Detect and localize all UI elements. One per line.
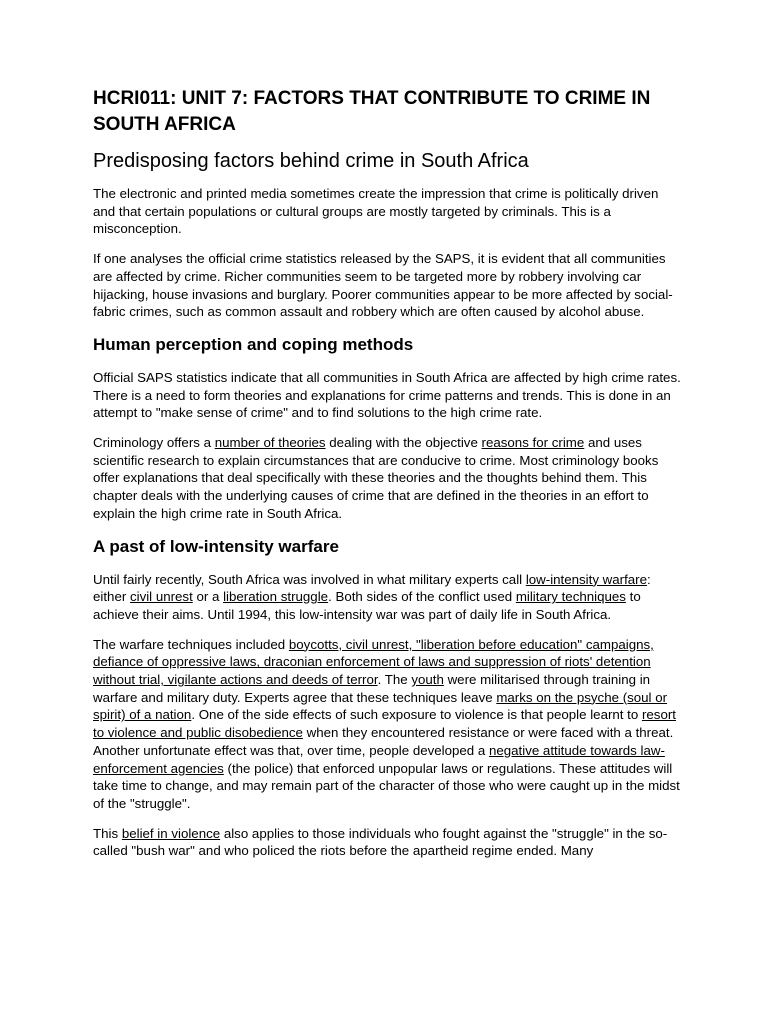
text-run: . The bbox=[377, 672, 412, 688]
text-run: and uses scientific research to explain circumstances that are conducive to crime. Most criminology books offer explanations that deal specifically with these theories and the thoughts behind them. This chapter deals with the underlying causes of crime that are defined in the theories in an effort to explain the high crime rate in South Africa. bbox=[93, 435, 659, 521]
underlined-phrase: marks on the psyche (soul or spirit) of a nation bbox=[93, 689, 668, 723]
intro-paragraph-2: If one analyses the official crime statistics released by the SAPS, it is evident that all communities are affected by crime. Richer communities seem to be targeted more by robbery involving car hijacking, house invasions and burglary. Poorer communities appear to be more affected by social-fabric crimes, such as common assault and robbery which are often caused by alcohol abuse. bbox=[93, 251, 673, 320]
section-heading-low-intensity-warfare: A past of low-intensity warfare bbox=[93, 536, 339, 556]
underlined-phrase: number of theories bbox=[214, 435, 326, 451]
text-run: when they encountered resistance or were faced with a threat. Another unfortunate effect was that, over time, people developed a bbox=[93, 725, 674, 758]
section2-paragraph-3 bbox=[93, 825, 683, 860]
section1-paragraph-2 bbox=[93, 434, 683, 523]
text-run: Criminology offers a bbox=[93, 435, 215, 451]
text-run: (the police) that enforced unpopular laws or regulations. These attitudes will take time to change, and may remain part of the character of those who were caught up in the midst of the "struggle". bbox=[93, 760, 680, 811]
underlined-phrase: civil unrest bbox=[129, 589, 193, 605]
text-run: The warfare techniques included bbox=[93, 636, 289, 652]
text-run: or a bbox=[192, 589, 224, 605]
document-page bbox=[93, 86, 683, 872]
text-run: were militarised through training in warfare and military duty. Experts agree that these techniques leave bbox=[93, 672, 651, 705]
underlined-phrase: negative attitude towards law-enforcement agencies bbox=[93, 742, 665, 776]
section2-paragraph-1 bbox=[93, 571, 683, 624]
underlined-phrase: youth bbox=[411, 672, 444, 688]
text-run: Until fairly recently, South Africa was involved in what military experts call bbox=[93, 571, 526, 587]
document-subtitle: Predisposing factors behind crime in South Africa bbox=[93, 150, 529, 172]
section-heading-human-perception: Human perception and coping methods bbox=[93, 334, 414, 354]
underlined-phrase: boycotts, civil unrest, "liberation before education" campaigns, defiance of oppressive laws, draconian enforcement of laws and suppression of riots' detention without trial, vigilante actions and deeds of terror bbox=[93, 636, 654, 688]
text-run: also applies to those individuals who fought against the "struggle" in the so-called "bush war" and who policed the riots before the apartheid regime ended. Many bbox=[93, 825, 668, 859]
text-run: to achieve their aims. Until 1994, this low-intensity war was part of daily life in South Africa. bbox=[93, 589, 641, 622]
underlined-phrase: military techniques bbox=[515, 589, 626, 605]
text-run: . One of the side effects of such exposure to violence is that people learnt to bbox=[191, 707, 642, 723]
document-title: HCRI011: UNIT 7: FACTORS THAT CONTRIBUTE TO CRIME IN SOUTH AFRICA bbox=[93, 88, 651, 135]
underlined-phrase: resort to violence and public disobedience bbox=[93, 707, 676, 741]
text-run: This bbox=[93, 825, 122, 841]
underlined-phrase: belief in violence bbox=[121, 825, 221, 841]
text-run: . Both sides of the conflict used bbox=[328, 589, 516, 605]
section1-paragraph-1: Official SAPS statistics indicate that all communities in South Africa are affected by high crime rates. There is a need to form theories and explanations for crime patterns and trends. This is done in an attempt to "make sense of crime" and to find solutions to the high crime rate. bbox=[93, 369, 681, 421]
underlined-phrase: liberation struggle bbox=[223, 589, 329, 605]
underlined-phrase: reasons for crime bbox=[481, 435, 585, 451]
underlined-phrase: low-intensity warfare bbox=[525, 571, 648, 587]
text-run: dealing with the objective bbox=[325, 435, 482, 451]
intro-paragraph-1: The electronic and printed media sometimes create the impression that crime is politically driven and that certain populations or cultural groups are mostly targeted by criminals. This is a misconception. bbox=[93, 186, 659, 237]
text-run: : either bbox=[93, 571, 651, 605]
section2-paragraph-2 bbox=[93, 636, 683, 813]
